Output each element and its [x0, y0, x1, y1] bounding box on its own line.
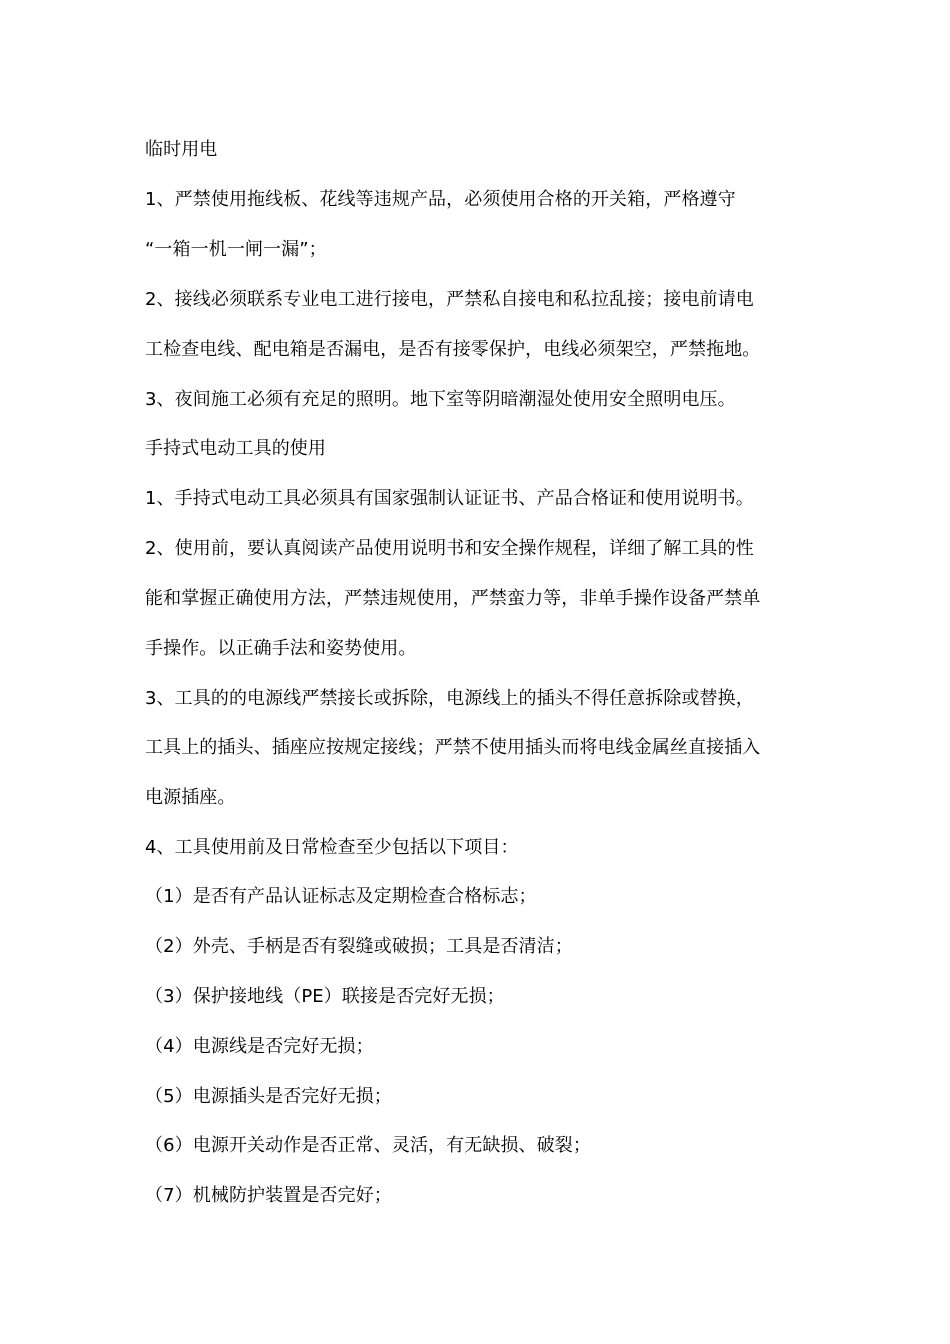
- list-item: （7）机械防护装置是否完好；: [145, 1185, 392, 1206]
- paragraph-line: 电源插座。: [145, 787, 236, 808]
- paragraph-line: 工具上的插头、插座应按规定接线；严禁不使用插头而将电线金属丝直接插入: [145, 737, 761, 758]
- paragraph-line: 3、工具的的电源线严禁接长或拆除，电源线上的插头不得任意拆除或替换，: [145, 688, 754, 709]
- list-item: （2）外壳、手柄是否有裂缝或破损；工具是否清洁；: [145, 936, 573, 957]
- paragraph-line: 3、夜间施工必须有充足的照明。地下室等阴暗潮湿处使用安全照明电压。: [145, 389, 736, 410]
- paragraph-line: “一箱一机一闸一漏”；: [145, 239, 327, 260]
- paragraph-line: 手操作。以正确手法和姿势使用。: [145, 638, 417, 659]
- list-item: （3）保护接地线（PE）联接是否完好无损；: [145, 986, 505, 1007]
- list-item: （5）电源插头是否完好无损；: [145, 1086, 392, 1107]
- paragraph-line: 能和掌握正确使用方法，严禁违规使用，严禁蛮力等，非单手操作设备严禁单: [145, 588, 761, 609]
- paragraph-line: 2、接线必须联系专业电工进行接电，严禁私自接电和私拉乱接；接电前请电: [145, 289, 754, 310]
- paragraph-line: 2、使用前，要认真阅读产品使用说明书和安全操作规程，详细了解工具的性: [145, 538, 754, 559]
- list-item: （1）是否有产品认证标志及定期检查合格标志；: [145, 886, 537, 907]
- list-item: （4）电源线是否完好无损；: [145, 1036, 374, 1057]
- paragraph-line: 1、严禁使用拖线板、花线等违规产品，必须使用合格的开关箱，严格遵守: [145, 189, 736, 210]
- section-heading-handheld-tools: 手持式电动工具的使用: [145, 438, 326, 459]
- section-heading-temporary-power: 临时用电: [145, 139, 218, 160]
- paragraph-line: 1、手持式电动工具必须具有国家强制认证证书、产品合格证和使用说明书。: [145, 488, 754, 509]
- paragraph-line: 4、工具使用前及日常检查至少包括以下项目：: [145, 837, 519, 858]
- paragraph-line: 工检查电线、配电箱是否漏电，是否有接零保护，电线必须架空，严禁拖地。: [145, 339, 761, 360]
- list-item: （6）电源开关动作是否正常、灵活，有无缺损、破裂；: [145, 1135, 591, 1156]
